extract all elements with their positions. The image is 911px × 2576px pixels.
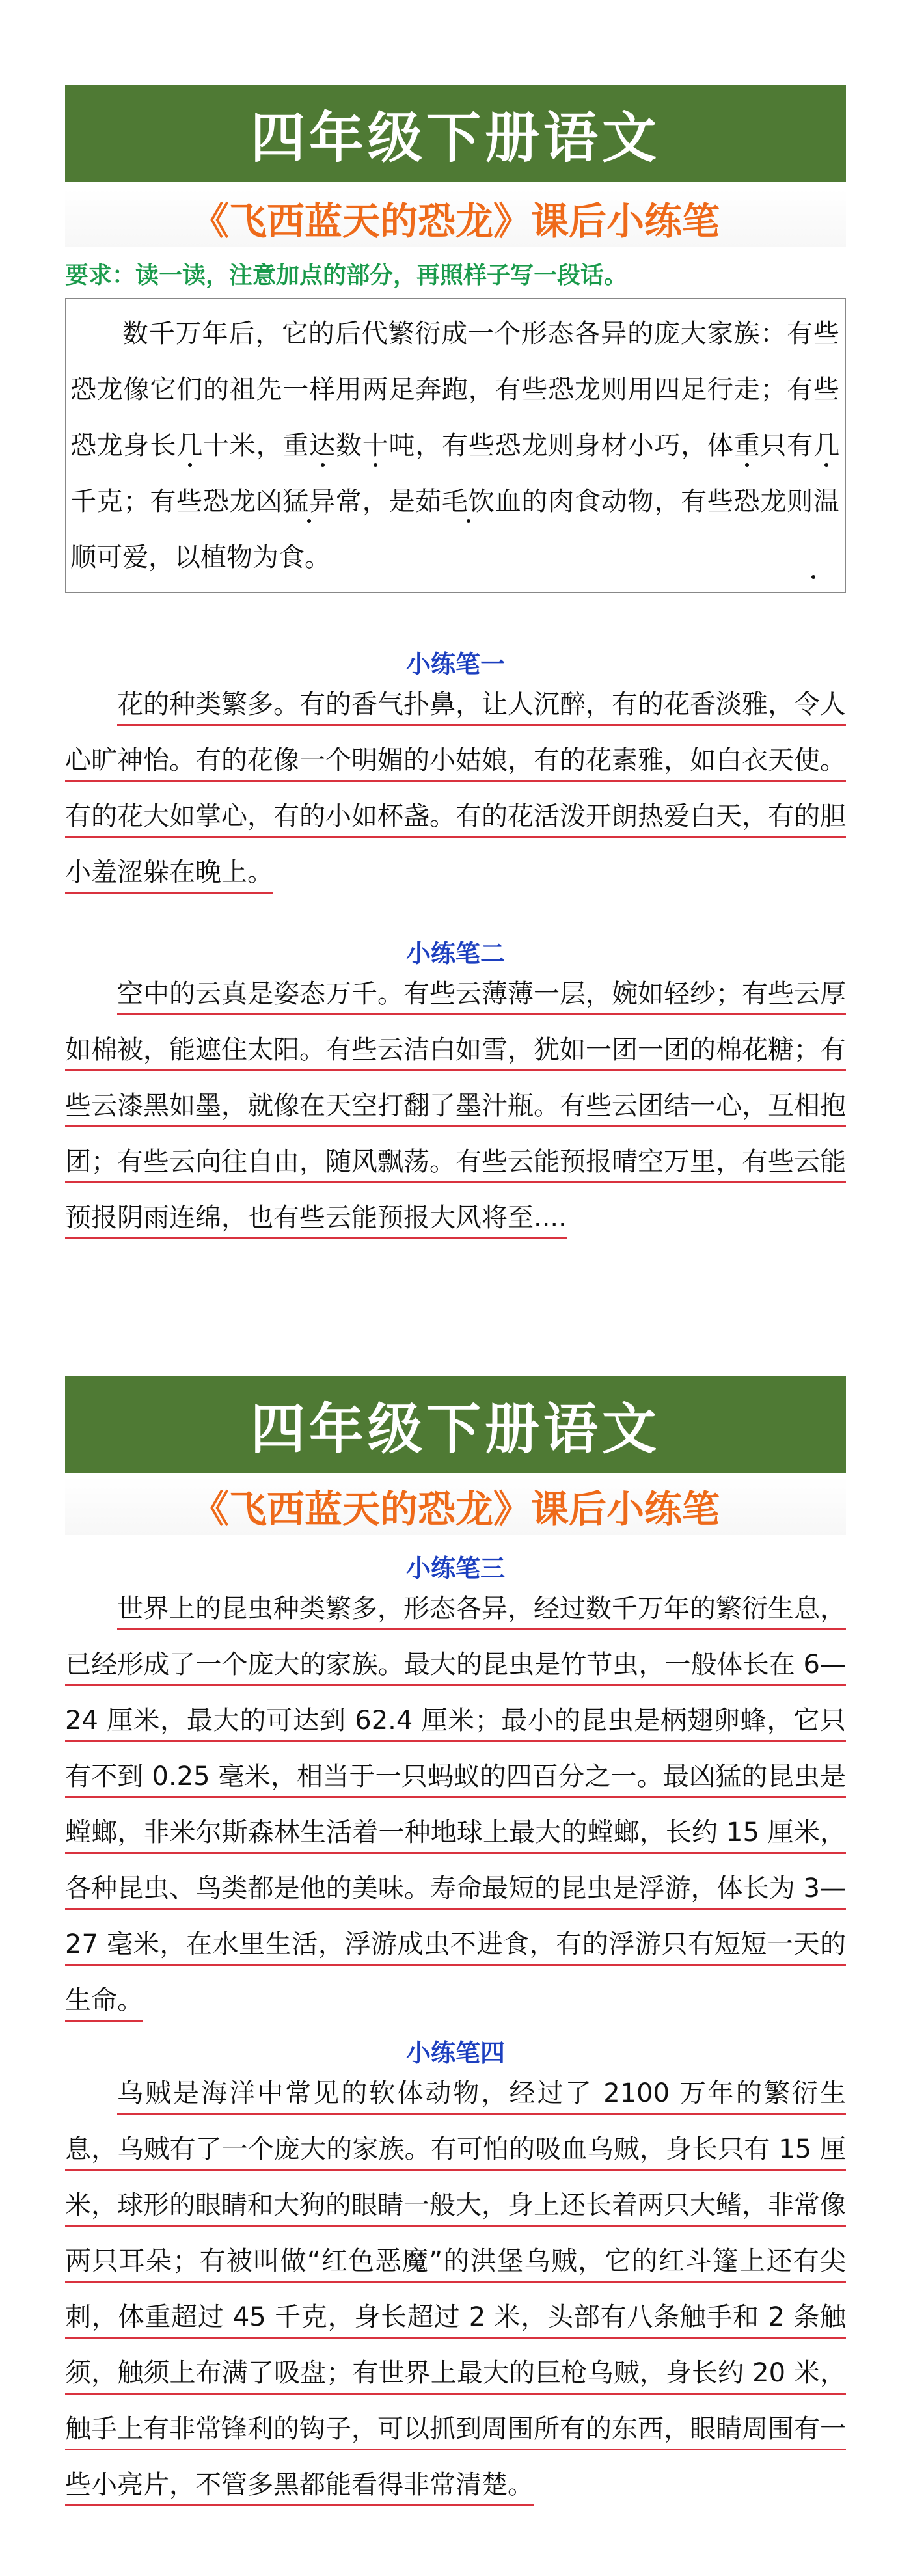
card1-subtitle-text: 《飞西蓝天的恐龙》课后小练笔 bbox=[191, 199, 720, 243]
example-text: 吨，有些恐龙则身材小巧，体 bbox=[388, 431, 734, 461]
section-paragraph-4-text: 乌贼是海洋中常见的软体动物，经过了 2100 万年的繁衍生息，乌贼有了一个庞大的家族。有可怕的吸血乌贼，身长只有 15 厘米，球形的眼睛和大狗的眼睛一般大，身上还长着两只大鳍，非常像两只耳朵；有被叫做“红色恶魔”的洪堡乌贼，它的红斗篷上还有尖刺，体重超过 45 千克，身长超过 2 米，头部有八条触手和 2 条触须，触须上布满了吸盘；有世界上最大的巨枪乌贼，身长约 20 米，触手上有非常锋利的钩子，可以抓到周围所有的东西，眼睛周围有一些小亮片，不管多黑都能看得非常清楚。 bbox=[65, 2078, 846, 2506]
example-text: 千克；有些恐龙 bbox=[70, 487, 256, 517]
dotted-char: 十 bbox=[362, 431, 389, 461]
card1-subtitle bbox=[65, 189, 846, 247]
example-text: ，以植物为食。 bbox=[148, 543, 331, 572]
section-paragraph-2-text: 空中的云真是姿态万千。有些云薄薄一层，婉如轻纱；有些云厚如棉被，能遮住太阳。有些云洁白如雪，犹如一团一团的棉花糖；有些云漆黑如墨，就像在天空打翻了墨汁瓶。有些云团结一心，互相抱团；有些云向往自由，随风飘荡。有些云能预报晴空万里，有些云能预报阴雨连绵，也有些云能预报大风将至.... bbox=[65, 979, 846, 1239]
dotted-char: 达 bbox=[309, 431, 336, 461]
card1-banner-title: 四年级下册语文 bbox=[250, 105, 660, 170]
card2-banner bbox=[65, 1376, 846, 1473]
card2-subtitle-text: 《飞西蓝天的恐龙》课后小练笔 bbox=[191, 1487, 720, 1531]
section-title-1: 小练笔一 bbox=[405, 650, 505, 678]
card2-subtitle bbox=[65, 1477, 846, 1535]
section-title-2: 小练笔二 bbox=[405, 939, 505, 968]
section-title-3: 小练笔三 bbox=[405, 1554, 505, 1583]
dotted-char: 几 bbox=[813, 431, 840, 461]
example-text: 的肉食动物，有些恐龙则 bbox=[521, 487, 814, 517]
section-paragraph-3 bbox=[65, 1581, 846, 2028]
section-paragraph-3-text: 世界上的昆虫种类繁多，形态各异，经过数千万年的繁衍生息，已经形成了一个庞大的家族。最大的昆虫是竹节虫，一般体长在 6—24 厘米，最大的可达到 62.4 厘米；最小的昆虫是柄翅卵蜂，它只有不到 0.25 毫米，相当于一只蚂蚁的四百分之一。最凶猛的昆虫是螳螂，非米尔斯森林生活着一种地球上最大的螳螂，长约 15 厘米，各种昆虫、鸟类都是他的美味。寿命最短的昆虫是浮游，体长为 3—27 毫米，在水里生活，浮游成虫不进食，有的浮游只有短短一天的生命。 bbox=[65, 1594, 846, 2022]
section-paragraph-1 bbox=[65, 677, 846, 900]
example-text: 十米，重 bbox=[202, 431, 310, 461]
example-text: 数 bbox=[335, 431, 362, 461]
example-text: 数千万年后，它的后代繁衍成一个形态各异的庞大家族：有些恐龙像它们的祖先一样用两足奔跑，有些恐龙则用四足行走； bbox=[70, 319, 839, 405]
dotted-char: 几 bbox=[176, 431, 203, 461]
card1-banner bbox=[65, 85, 846, 182]
section-paragraph-1-text: 花的种类繁多。有的香气扑鼻，让人沉醉，有的花香淡雅，令人心旷神怡。有的花像一个明媚的小姑娘，有的花素雅，如白衣天使。有的花大如掌心，有的小如杯盏。有的花活泼开朗热爱白天，有的胆小羞涩躲在晚上。 bbox=[65, 690, 846, 894]
dotted-phrase: 温顺可爱 bbox=[70, 487, 840, 572]
example-text: 有些恐龙身长 bbox=[70, 375, 840, 461]
example-passage-box bbox=[65, 298, 846, 593]
section-paragraph-2 bbox=[65, 966, 846, 1246]
section-paragraph-4 bbox=[65, 2065, 846, 2513]
dotted-char: 重 bbox=[733, 431, 761, 461]
example-text: ，是 bbox=[362, 487, 416, 517]
requirement-text: 要求：读一读，注意加点的部分，再照样子写一段话。 bbox=[65, 262, 628, 289]
dotted-phrase: 凶猛异常 bbox=[256, 487, 362, 517]
example-text: 只有 bbox=[760, 431, 814, 461]
dotted-phrase: 茹毛饮血 bbox=[415, 487, 522, 517]
section-title-4: 小练笔四 bbox=[405, 2039, 505, 2067]
card2-banner-title: 四年级下册语文 bbox=[250, 1397, 660, 1461]
